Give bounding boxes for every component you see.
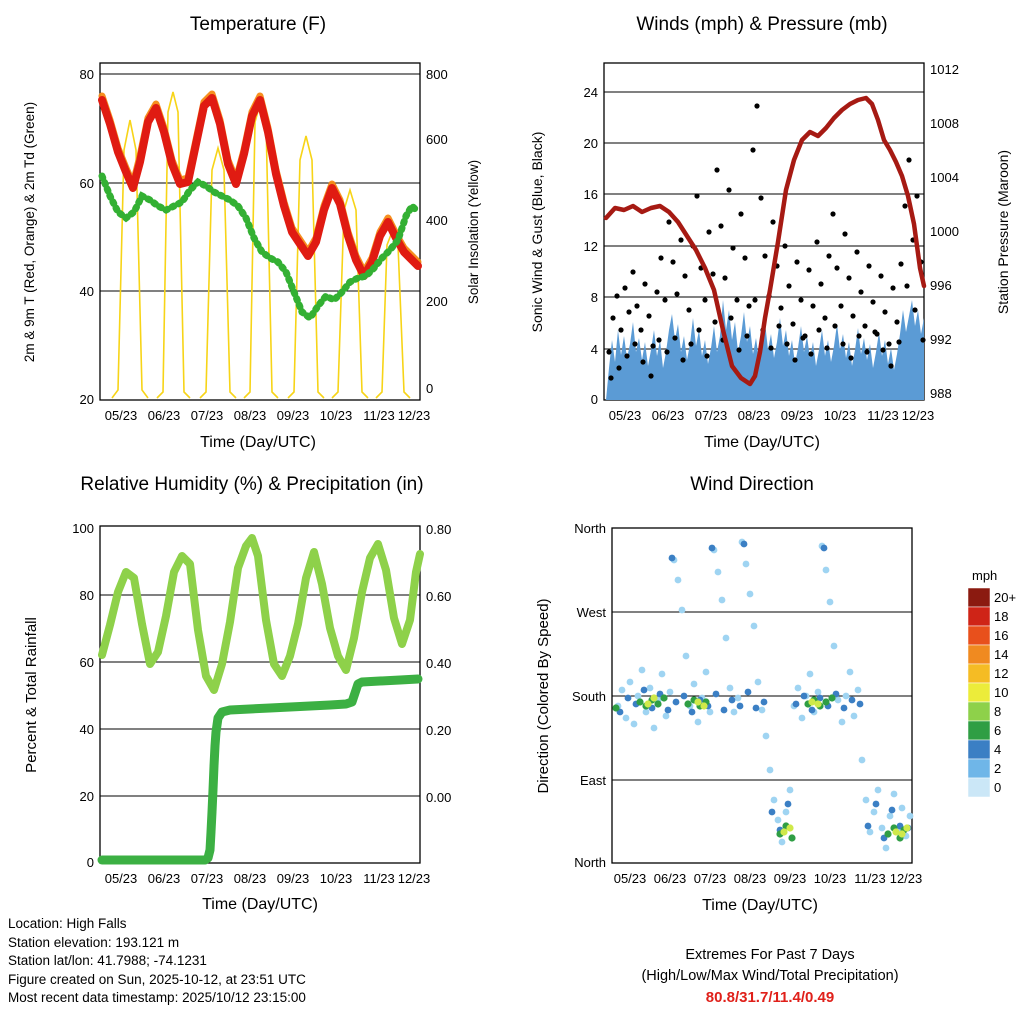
x-tick: 11/23 [867, 408, 899, 423]
y-tick: South [572, 689, 606, 704]
y2-tick: 0 [426, 381, 434, 396]
relative-humidity-series [102, 538, 420, 690]
x-tick: 06/23 [653, 871, 687, 886]
legend-swatch [968, 607, 990, 626]
x-axis-label: Time (Day/UTC) [702, 897, 818, 914]
x-tick: 09/23 [780, 408, 814, 423]
y-tick: 100 [72, 521, 94, 536]
legend-swatch [968, 740, 990, 759]
y-tick: 8 [590, 290, 598, 305]
td-2m-series [102, 176, 418, 318]
x-axis [105, 871, 431, 886]
extremes-block [530, 945, 1010, 1008]
x-tick: 11/23 [363, 408, 395, 423]
extremes-subheading: (High/Low/Max Wind/Total Precipitation) [641, 968, 899, 984]
y-tick: North [574, 521, 606, 536]
y2-tick: 0.60 [426, 589, 452, 604]
y-tick: 20 [79, 392, 94, 407]
x-tick: 06/23 [147, 408, 181, 423]
temperature-title: Temperature (F) [189, 14, 327, 35]
wind-speed-legend [968, 568, 1016, 797]
x-tick: 07/23 [190, 408, 224, 423]
y2-tick: 1012 [930, 62, 959, 77]
legend-label: 4 [994, 742, 1002, 757]
legend-title: mph [972, 568, 998, 583]
legend-swatch [968, 664, 990, 683]
y2-tick: 992 [930, 332, 952, 347]
y-tick: 80 [79, 588, 94, 603]
humidity-title: Relative Humidity (%) & Precipitation (in) [80, 474, 424, 495]
legend-label: 0 [994, 780, 1002, 795]
y2-tick: 996 [930, 278, 952, 293]
station-info [8, 915, 306, 1008]
wind-direction-title: Wind Direction [690, 474, 814, 495]
x-tick: 09/23 [773, 871, 807, 886]
panel-winds-pressure [512, 0, 1024, 460]
x-axis-label: Time (Day/UTC) [704, 434, 820, 451]
y-tick: 0 [86, 855, 94, 870]
x-tick: 05/23 [104, 408, 138, 423]
station-latlon: Station lat/lon: 41.7988; -74.1231 [8, 953, 207, 968]
x-tick: 12/23 [397, 408, 431, 423]
y-tick: 60 [79, 655, 94, 670]
y-tick: 20 [79, 789, 94, 804]
humidity-precip-chart-svg [0, 460, 512, 920]
x-tick: 08/23 [737, 408, 771, 423]
legend-label: 12 [994, 666, 1009, 681]
legend-swatch [968, 759, 990, 778]
y-tick: 24 [583, 85, 598, 100]
gridlines [100, 595, 420, 796]
x-tick: 07/23 [694, 408, 728, 423]
figure-created: Figure created on Sun, 2025-10-12, at 23:51 UTC [8, 971, 306, 987]
y-tick: 20 [583, 136, 598, 151]
winds-pressure-chart-svg [512, 0, 1024, 460]
x-tick: 06/23 [651, 408, 685, 423]
x-tick: 06/23 [147, 871, 181, 886]
x-tick: 08/23 [233, 408, 267, 423]
y-tick: 12 [583, 239, 598, 254]
y2-tick: 988 [930, 386, 952, 401]
legend-label: 18 [994, 609, 1009, 624]
x-axis-label: Time (Day/UTC) [200, 434, 316, 451]
panel-temperature [0, 0, 512, 460]
legend-label: 2 [994, 761, 1002, 776]
total-rainfall-series [102, 679, 418, 860]
gridlines [604, 92, 924, 349]
most-recent-data: Most recent data timestamp: 2025/10/12 23:15:00 [8, 990, 306, 1005]
y2-tick: 0.20 [426, 723, 452, 738]
y2-tick: 200 [426, 294, 448, 309]
legend-swatch [968, 683, 990, 702]
x-tick: 05/23 [613, 871, 647, 886]
y2-axis-label: Station Pressure (Maroon) [995, 149, 1011, 315]
x-tick: 11/23 [854, 871, 886, 886]
x-axis [614, 871, 923, 886]
x-tick: 12/23 [889, 871, 923, 886]
y2-tick: 0.40 [426, 656, 452, 671]
y-axis-label: Direction (Colored By Speed) [535, 598, 552, 794]
legend-label: 14 [994, 647, 1009, 662]
y-tick: 40 [79, 722, 94, 737]
y-tick: 60 [79, 176, 94, 191]
y2-tick: 0.00 [426, 790, 452, 805]
temperature-chart-svg [0, 0, 512, 460]
x-tick: 07/23 [693, 871, 727, 886]
y2-tick: 1008 [930, 116, 959, 131]
y-tick: 80 [79, 67, 94, 82]
y-axis-label: 2m & 9m T (Red, Orange) & 2m Td (Green) [22, 101, 37, 363]
y-tick: North [574, 855, 606, 870]
y-axis-label: Sonic Wind & Gust (Blue, Black) [529, 131, 545, 333]
legend-swatch [968, 721, 990, 740]
station-location: Location: High Falls [8, 916, 127, 931]
wind-direction-scatter [612, 539, 913, 852]
extremes-heading: Extremes For Past 7 Days [685, 947, 855, 963]
y-axis-left [72, 521, 94, 870]
y2-tick: 0.80 [426, 522, 452, 537]
panel-wind-direction [512, 460, 1024, 920]
x-tick: 12/23 [397, 871, 431, 886]
y-tick: 40 [79, 284, 94, 299]
extremes-value: 80.8/31.7/11.4/0.49 [705, 989, 835, 1006]
legend-swatch [968, 588, 990, 607]
y2-tick: 600 [426, 132, 448, 147]
y-axis-right [930, 62, 959, 401]
x-tick: 10/23 [319, 408, 353, 423]
legend-label: 8 [994, 704, 1002, 719]
winds-title: Winds (mph) & Pressure (mb) [636, 14, 888, 35]
x-tick: 08/23 [733, 871, 767, 886]
y2-axis-label: Solar Insolation (Yellow) [466, 159, 481, 305]
legend-label: 10 [994, 685, 1009, 700]
legend-swatch [968, 645, 990, 664]
legend-swatch [968, 626, 990, 645]
y2-tick: 400 [426, 213, 448, 228]
y2-tick: 1000 [930, 224, 959, 239]
x-tick: 11/23 [363, 871, 395, 886]
x-tick: 09/23 [276, 871, 310, 886]
y-axis-left [80, 67, 94, 407]
y-tick: East [579, 773, 606, 788]
legend-label: 20+ [994, 590, 1017, 605]
y-tick: West [576, 605, 606, 620]
x-tick: 09/23 [276, 408, 310, 423]
x-tick: 12/23 [901, 408, 935, 423]
wind-direction-chart-svg [512, 460, 1024, 920]
y-axis-label: Percent & Total Rainfall [23, 617, 40, 773]
panel-humidity-precipitation [0, 460, 512, 920]
legend-swatch [968, 778, 990, 797]
gridlines [612, 612, 912, 780]
y-tick: 16 [583, 187, 598, 202]
x-tick: 10/23 [823, 408, 857, 423]
x-axis-label: Time (Day/UTC) [202, 896, 318, 913]
y-tick: 4 [590, 342, 598, 357]
y2-tick: 1004 [930, 170, 959, 185]
station-elevation: Station elevation: 193.121 m [8, 934, 180, 950]
x-tick: 07/23 [190, 871, 224, 886]
y-axis-left [584, 85, 598, 407]
x-tick: 08/23 [233, 871, 267, 886]
y2-tick: 800 [426, 67, 448, 82]
legend-label: 16 [994, 628, 1009, 643]
x-tick: 05/23 [104, 871, 138, 886]
legend-label: 6 [994, 723, 1002, 738]
y-axis-right [426, 67, 448, 396]
x-axis [105, 408, 431, 423]
y-axis [572, 521, 606, 870]
x-tick: 10/23 [813, 871, 847, 886]
legend-swatch [968, 702, 990, 721]
x-tick: 10/23 [319, 871, 353, 886]
x-tick: 05/23 [608, 408, 642, 423]
y-axis-right [426, 522, 451, 805]
x-axis [609, 408, 935, 423]
y-tick: 0 [590, 392, 598, 407]
